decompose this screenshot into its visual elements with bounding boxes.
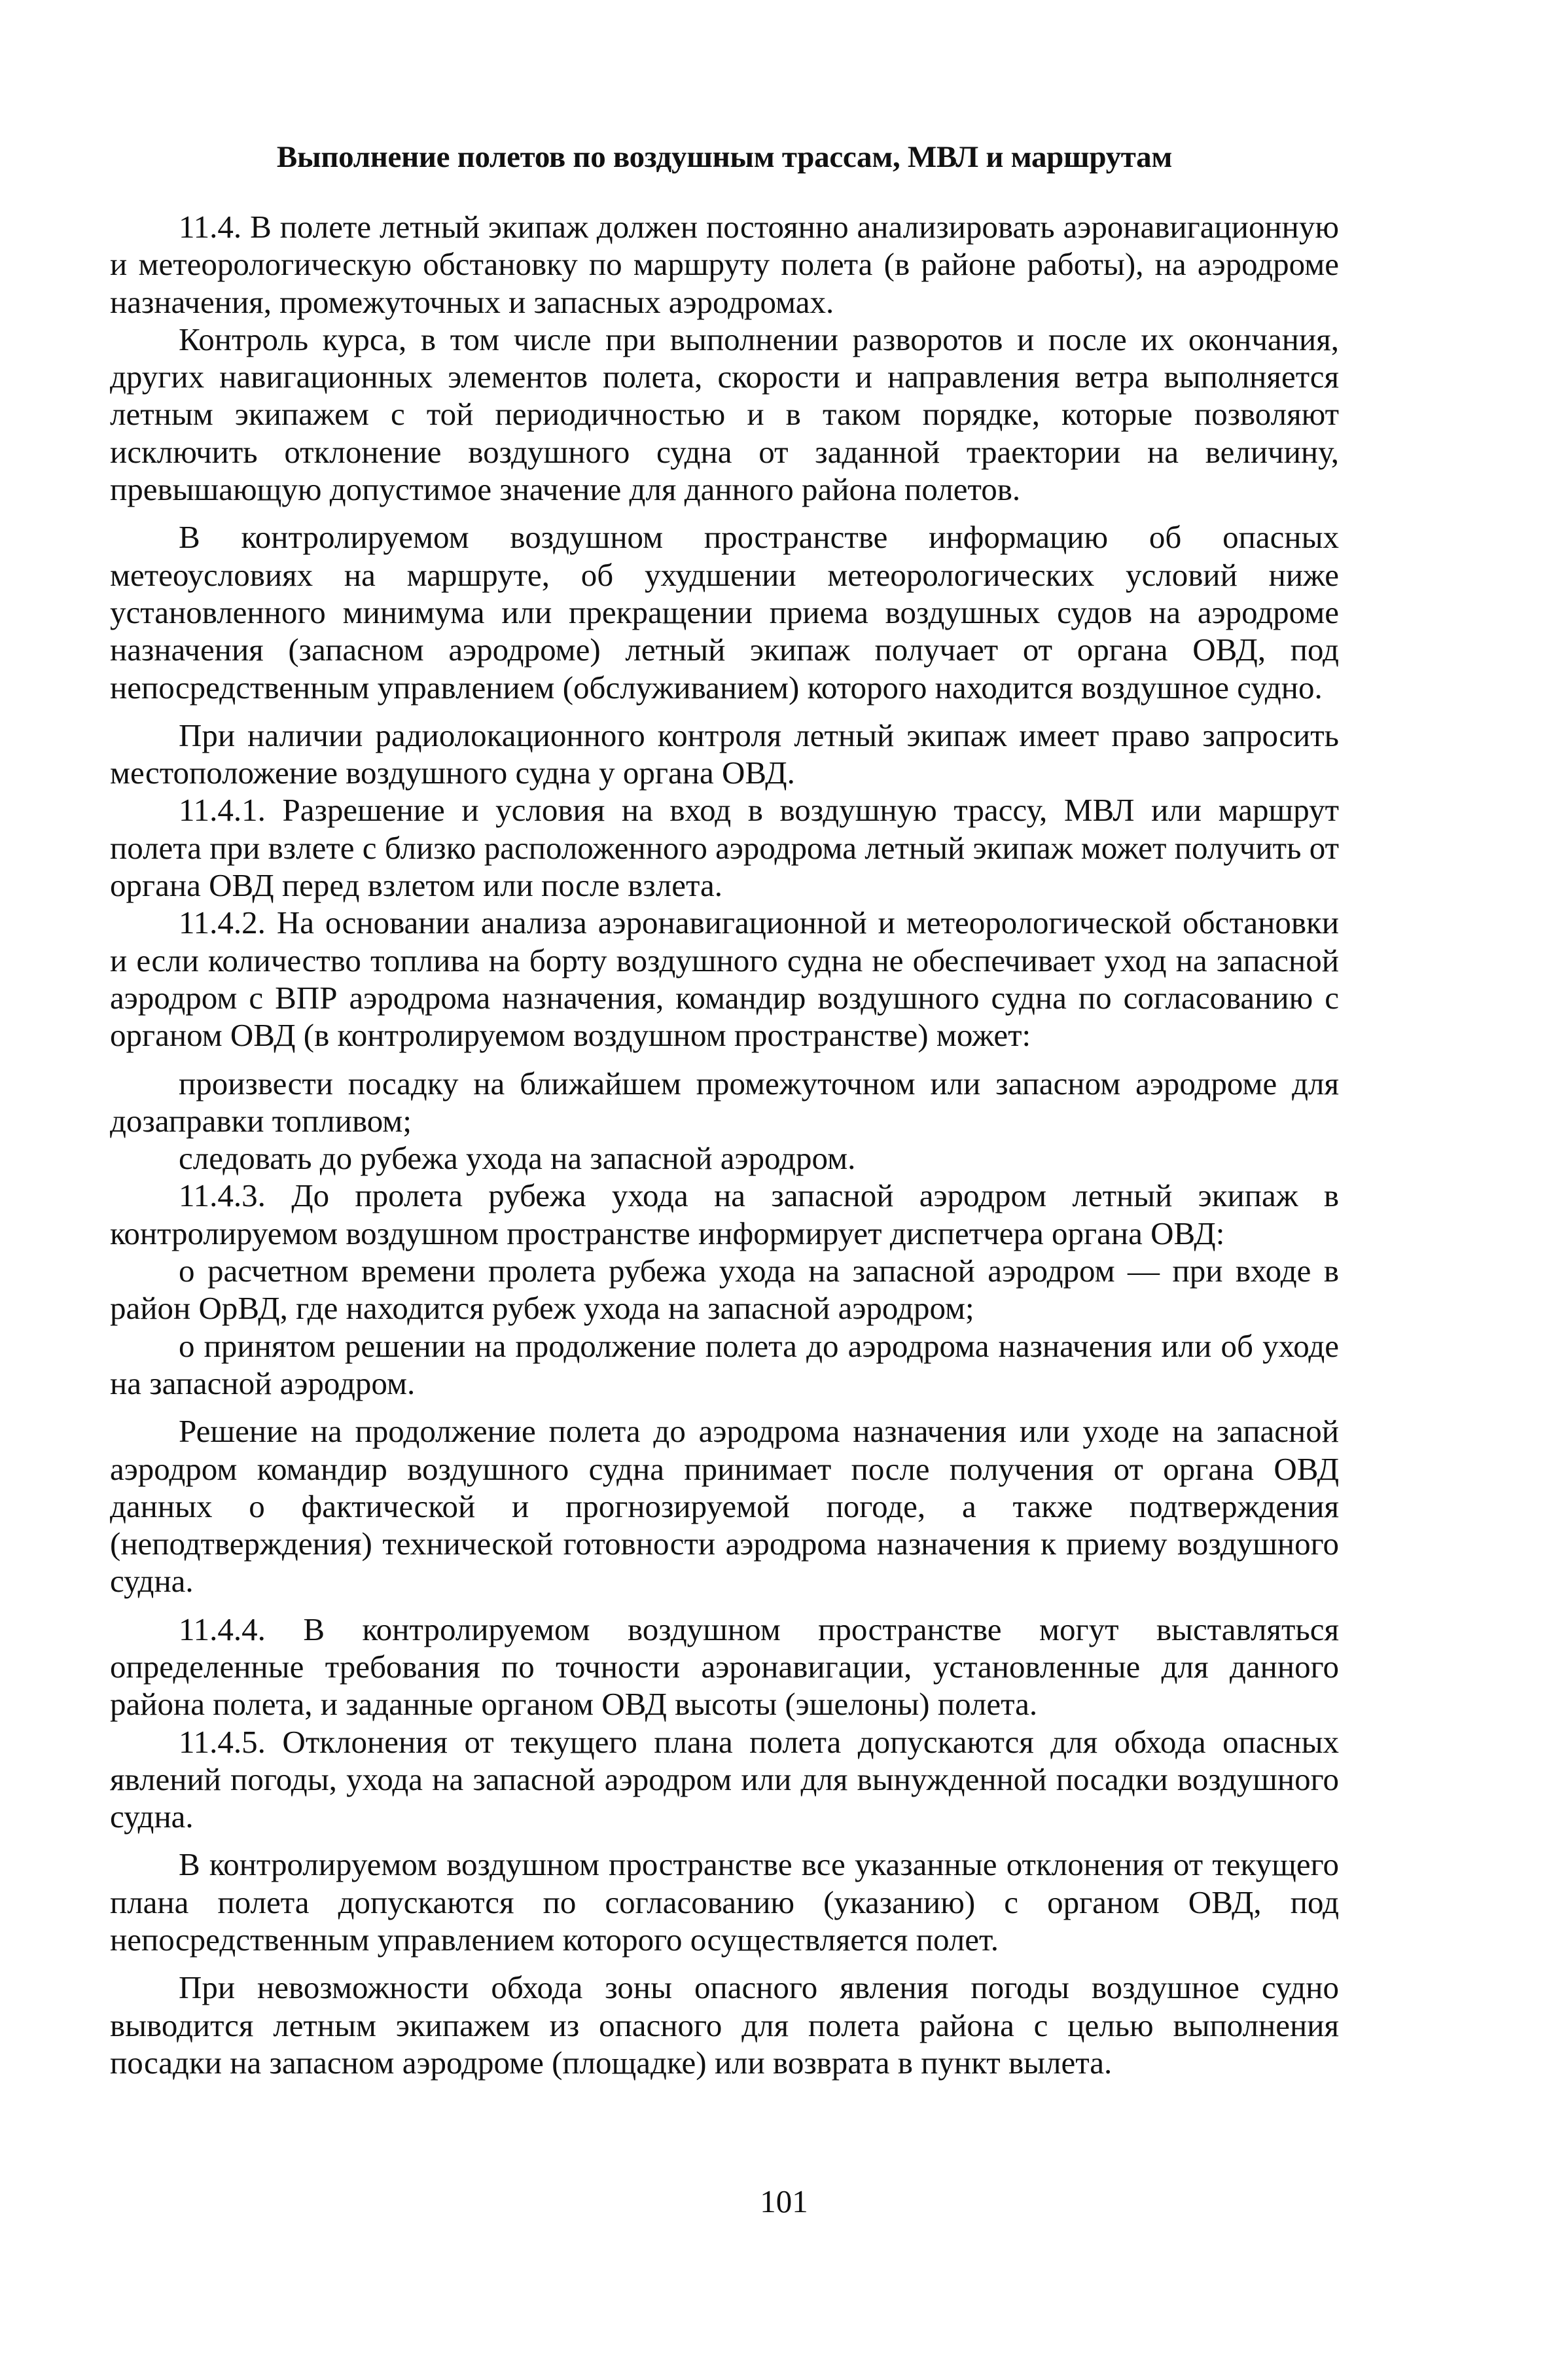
paragraph-11-4-2: 11.4.2. На основании анализа аэронавигационной и метеорологической обстановки и если количество топлива на борту воздушного судна не обеспечивает уход на запасной аэродром с ВПР аэродрома назначения, командир воздушного судна по согласованию с органом ОВД (в контролируемом воздушном пространстве) может: bbox=[110, 904, 1339, 1054]
paragraph-decision-making: Решение на продолжение полета до аэродрома назначения или уходе на запасной аэродром командир воздушного судна принимает после получения от органа ОВД данных о фактической и прогнозируемой погоде, а также подтверждения (неподтверждения) технической готовности аэродрома назначения к приему воздушного судна. bbox=[110, 1413, 1339, 1600]
list-item-follow-to-boundary: следовать до рубежа ухода на запасной аэродром. bbox=[179, 1140, 856, 1177]
paragraph-hazard-avoidance: При невозможности обхода зоны опасного явления погоды воздушное судно выводится летным экипажем из опасного для полета района с целью выполнения посадки на запасном аэродроме (площадке) или возврата в пункт вылета. bbox=[110, 1969, 1339, 2081]
paragraph-radar-control: При наличии радиолокационного контроля летный экипаж имеет право запросить местоположение воздушного судна у органа ОВД. bbox=[110, 717, 1339, 791]
paragraph-deviations-coordination: В контролируемом воздушном пространстве все указанные отклонения от текущего плана полета допускаются по согласованию (указанию) с органом ОВД, под непосредственным управлением которого осуществляется полет. bbox=[110, 1846, 1339, 1958]
list-item-estimated-time: о расчетном времени пролета рубежа ухода на запасной аэродром — при входе в район ОрВД, где находится рубеж ухода на запасной аэродром; bbox=[110, 1253, 1339, 1327]
page-number: 101 bbox=[760, 2183, 808, 2219]
paragraph-controlled-airspace-info: В контролируемом воздушном пространстве информацию об опасных метеоусловиях на маршруте, об ухудшении метеорологических условий ниже установленного минимума или прекращении приема воздушных судов на аэродроме назначения (запасном аэродроме) летный экипаж получает от органа ОВД, под непосредственным управлением (обслуживанием) которого находится воздушное судно. bbox=[110, 519, 1339, 706]
paragraph-11-4-3: 11.4.3. До пролета рубежа ухода на запасной аэродром летный экипаж в контролируемом воздушном пространстве информирует диспетчера органа ОВД: bbox=[110, 1177, 1339, 1251]
paragraph-11-4-1: 11.4.1. Разрешение и условия на вход в воздушную трассу, МВЛ или маршрут полета при взлете с близко расположенного аэродрома летный экипаж может получить от органа ОВД перед взлетом или после взлета. bbox=[110, 792, 1339, 904]
paragraph-11-4-4: 11.4.4. В контролируемом воздушном пространстве могут выставляться определенные требования по точности аэронавигации, установленные для данного района полета, и заданные органом ОВД высоты (эшелоны) полета. bbox=[110, 1611, 1339, 1723]
running-head: Выполнение полетов по воздушным трассам, МВЛ и маршрутам bbox=[276, 140, 1173, 174]
paragraph-11-4-5: 11.4.5. Отклонения от текущего плана полета допускаются для обхода опасных явлений погоды, ухода на запасной аэродром или для вынужденной посадки воздушного судна. bbox=[110, 1723, 1339, 1835]
page-body bbox=[110, 137, 1339, 2081]
paragraph-course-control: Контроль курса, в том числе при выполнении разворотов и после их окончания, других навигационных элементов полета, скорости и направления ветра выполняется летным экипажем с той периодичностью и в таком порядке, которые позволяют исключить отклонение воздушного судна от заданной траектории на величину, превышающую допустимое значение для данного района полетов. bbox=[110, 321, 1339, 508]
paragraph-11-4: 11.4. В полете летный экипаж должен постоянно анализировать аэронавигационную и метеорологическую обстановку по маршруту полета (в районе работы), на аэродроме назначения, промежуточных и запасных аэродромах. bbox=[110, 209, 1339, 320]
list-item-land-refuel: произвести посадку на ближайшем промежуточном или запасном аэродроме для дозаправки топливом; bbox=[110, 1065, 1339, 1139]
list-item-decision: о принятом решении на продолжение полета до аэродрома назначения или об уходе на запасной аэродром. bbox=[110, 1327, 1339, 1401]
